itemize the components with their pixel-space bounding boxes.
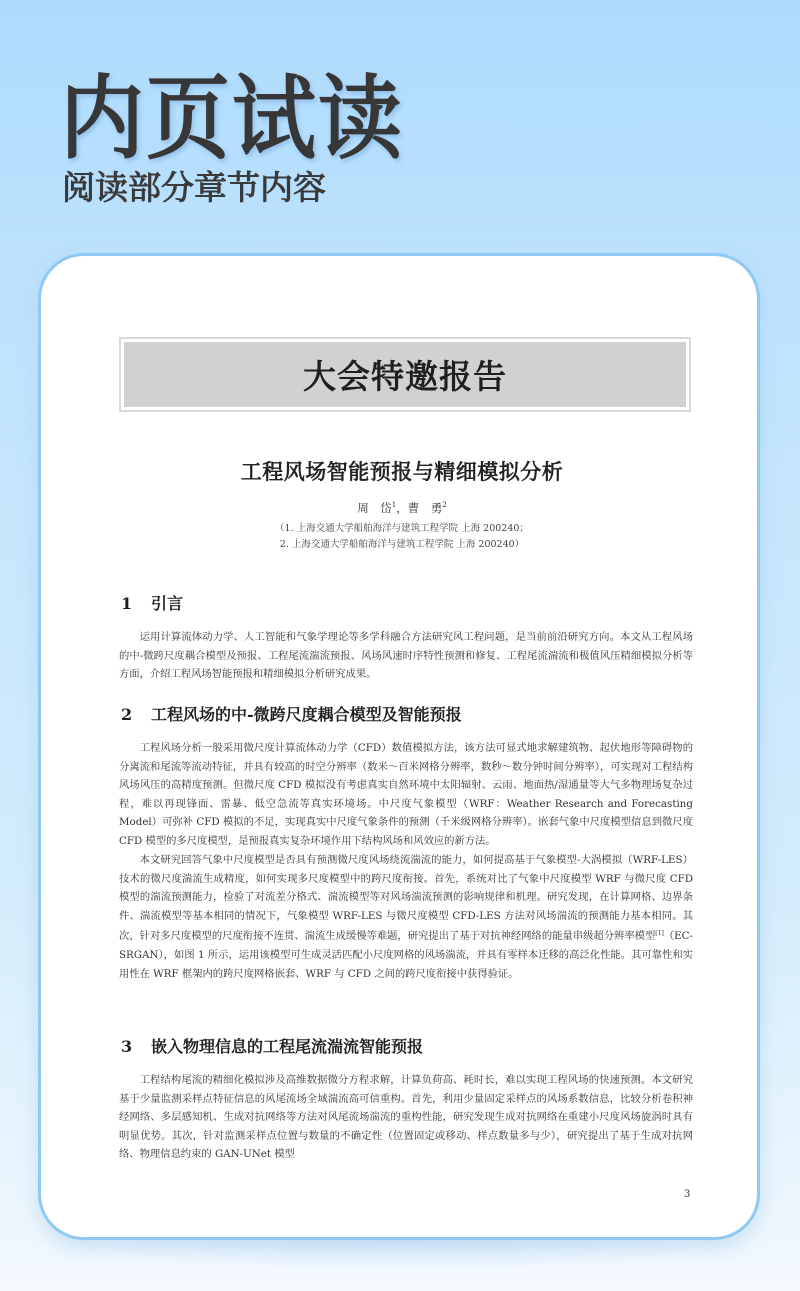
section-number: 1	[121, 594, 133, 613]
citation-mark: [1]	[655, 930, 664, 938]
author-name: 周 岱	[357, 501, 392, 515]
body-paragraph: 工程风场分析一般采用微尺度计算流体动力学（CFD）数值模拟方法，该方法可显式地求解建筑物、起伏地形等障碍物的分离流和尾流等流动特征，并具有较高的时空分辨率（数米～百米网格分辨率，数秒～数分钟时间分辨率），可实现对工程结构风场风压的高精度预测。但微尺度 CFD 模拟没有考虑真实自然环境中太阳辐射、云雨、地面热/湿通量等大气多物理场复杂过程，难以再现锋面、雷暴、低空急流等真实环境场。中尺度气象模型（WRF：Weather Research and Forecasting Model）可弥补 CFD 模拟的不足，实现真实中尺度气象条件的预测（千米级网格分辨率）。嵌套气象中尺度模型信息到微尺度 CFD 模型的多尺度模型，是预报真实复杂环境作用下结构风场和风效应的新方法。	[119, 742, 693, 847]
affiliation-line: 2. 上海交通大学船舶海洋与建筑工程学院 上海 200240）	[279, 539, 525, 550]
author-name: 曹 勇	[407, 501, 443, 515]
section-banner-text: 大会特邀报告	[303, 357, 507, 396]
hero-title: 内页试读	[60, 65, 405, 172]
section-banner	[119, 337, 691, 412]
paragraph-text: 本文研究回答气象中尺度模型是否具有预测微尺度风场绕流湍流的能力，如何提高基于气象模型-大涡模拟（WRF-LES）技术的微尺度湍流生成精度，如何实现多尺度模型中的跨尺度衔接。首先，系统对比了气象中尺度模型 WRF 与微尺度 CFD 模型的湍流预测能力，检验了对流差分格式、湍流模型等对风场湍流预测的影响规律和机理。研究发现，在计算网格、边界条件、湍流模型等基本相同的情况下，气象模型 WRF-LES 与微尺度模型 CFD-LES 方法对风场湍流的预测能力基本相同。其次，针对多尺度模型的尺度衔接不连贯、湍流生成缓慢等难题，研究提出了基于对抗神经网络的能量串级超分辨率模型	[119, 854, 693, 943]
author-affiliation-mark: 1	[391, 501, 397, 509]
author-line	[41, 500, 760, 516]
section-heading	[121, 702, 462, 725]
section-heading	[121, 591, 183, 614]
section-heading	[121, 1034, 423, 1057]
page-number: 3	[684, 1189, 691, 1200]
paper-title: 工程风场智能预报与精细模拟分析	[240, 459, 564, 484]
body-paragraph	[119, 851, 693, 983]
section-number: 3	[121, 1037, 133, 1056]
body-paragraph: 运用计算流体动力学、人工智能和气象学理论等多学科融合方法研究风工程问题，是当前前沿研究方向。本文从工程风场的中-微跨尺度耦合模型及预报、工程尾流湍流预报、风场风速时序特性预测和修复、工程尾流湍流和极值风压精细模拟分析等方面，介绍工程风场智能预报和精细模拟分析研究成果。	[119, 631, 693, 681]
section-number: 2	[121, 705, 133, 724]
page-preview-card	[38, 253, 760, 1240]
paragraph-text: （EC-SRGAN），如图 1 所示，运用该模型可生成灵活匹配小尺度网格的风场湍流，并具有零样本迁移的高泛化性能。其可靠性和实用性在 WRF 框架内的跨尺度网格嵌套、WRF 与 CFD 之间的跨尺度衔接中获得验证。	[119, 930, 694, 980]
affiliation-line: （1. 上海交通大学船舶海洋与建筑工程学院 上海 200240；	[275, 523, 529, 534]
section-title: 引言	[151, 594, 184, 613]
hero-subtitle: 阅读部分章节内容	[62, 168, 326, 207]
section-banner-fill	[124, 342, 686, 407]
section-title: 工程风场的中-微跨尺度耦合模型及智能预报	[151, 705, 462, 724]
body-paragraph: 工程结构尾流的精细化模拟涉及高维数据微分方程求解，计算负荷高、耗时长，难以实现工程风场的快速预测。本文研究基于少量监测采样点特征信息的风尾流场全域湍流高可信重构。首先，利用少量固定采样点的风场系数信息，比较分析卷积神经网络、多层感知机、生成对抗网络等方法对风尾流场湍流的重构性能，研究发现生成对抗网络在重建小尺度风场旋涡时具有明显优势。其次，针对监测采样点位置与数量的不确定性（位置固定或移动、样点数量多与少），研究提出了基于生成对抗网络、物理信息约束的 GAN-UNet 模型	[119, 1074, 693, 1161]
author-affiliation-mark: 2	[442, 501, 447, 509]
author-separator: ，	[396, 501, 408, 515]
section-title: 嵌入物理信息的工程尾流湍流智能预报	[151, 1037, 424, 1056]
